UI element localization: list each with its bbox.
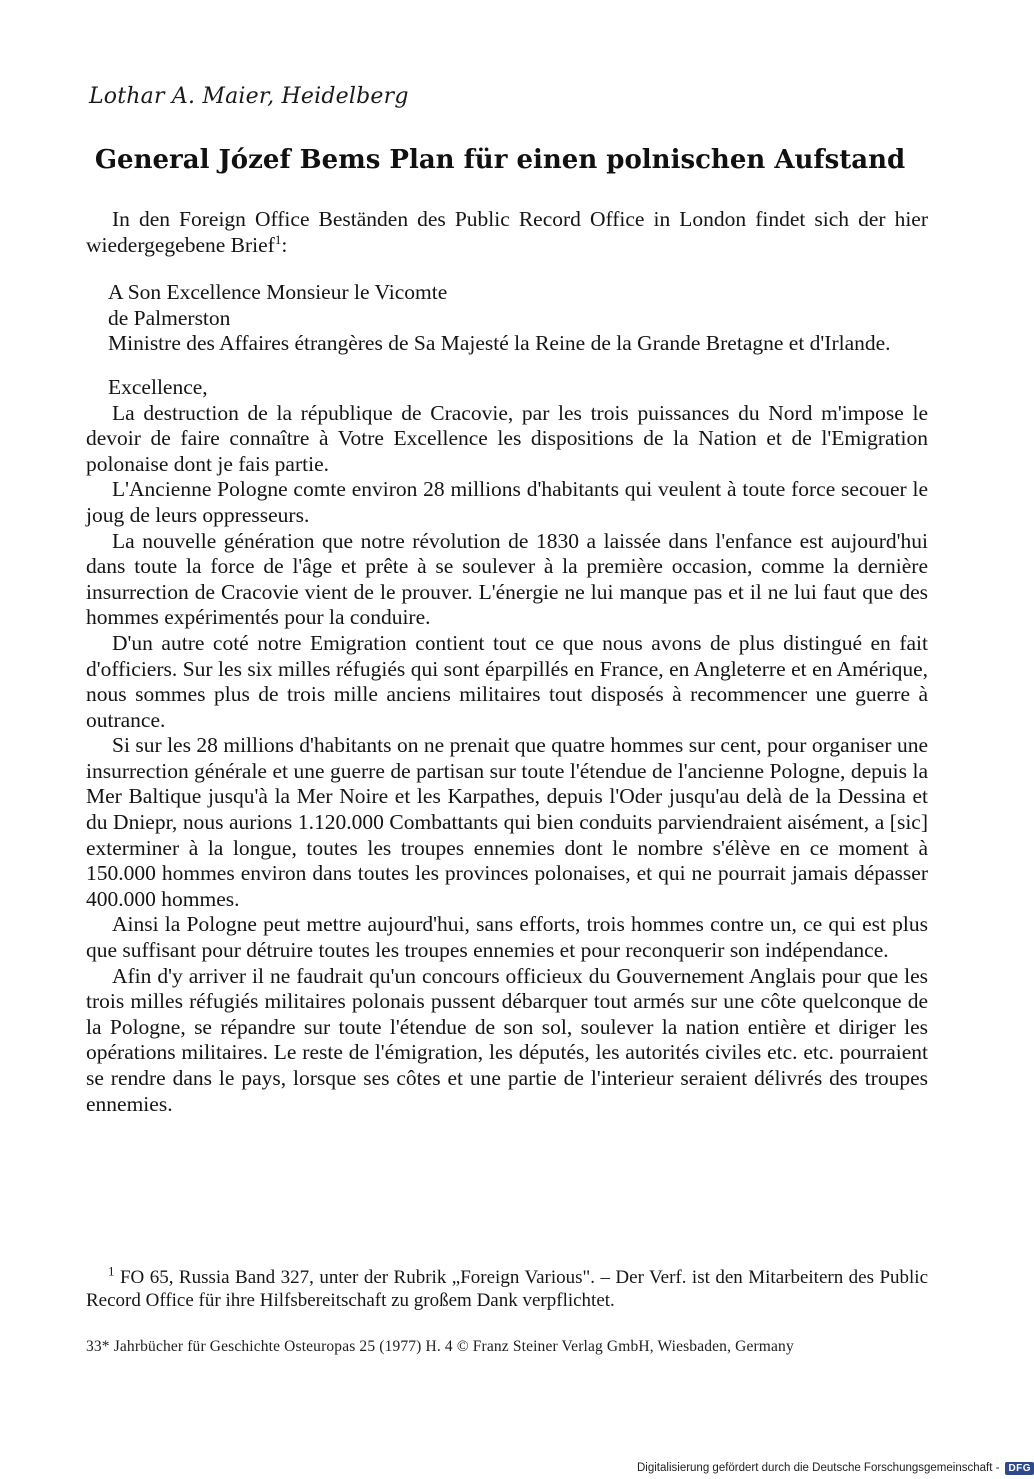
author-line: Lothar A. Maier, Heidelberg <box>89 84 409 109</box>
letter-paragraph: La nouvelle génération que notre révolution de 1830 a laissée dans l'enfance est aujourd'hui dans toute la force de l'âge et prête à se soulever à la première occasion, comme la dernière insurrection de Cracovie vient de le prouver. L'énergie ne lui manque pas et il ne lui faut que des hommes expérimentés pour la conduire. <box>86 528 928 630</box>
article-body <box>86 207 928 1117</box>
letter-paragraph: Ainsi la Pologne peut mettre aujourd'hui, sans efforts, trois hommes contre un, ce qui est plus que suffisant pour détruire toutes les troupes ennemies et pour reconquerir son indépendance. <box>86 912 928 963</box>
dfg-logo: DFG <box>1005 1462 1034 1475</box>
footnote-marker: 1 <box>108 1263 115 1279</box>
letter-paragraph: D'un autre coté notre Emigration contient tout ce que nous avons de plus distingué en fait d'officiers. Sur les six milles réfugiés qui sont éparpillés en France, en Angleterre et en Amérique, nous sommes plus de trois mille anciens militaires tout disposés à recommencer une guerre à outrance. <box>86 630 928 732</box>
footnote-text: FO 65, Russia Band 327, unter der Rubrik „Foreign Various". – Der Verf. ist den Mitarbeitern des Public Record Office für ihre Hilfsbereitschaft zu großem Dank verpflichtet. <box>86 1267 929 1311</box>
letter-paragraph: Si sur les 28 millions d'habitants on ne prenait que quatre hommes sur cent, pour organiser une insurrection générale et une guerre de partisan sur toute l'étendue de l'ancienne Pologne, depuis la Mer Baltique jusqu'à la Mer Noire et les Karpathes, depuis l'Oder jusqu'au delà de la Dessina et du Dniepr, nous aurions 1.120.000 Combattants qui bien conduits parviendraient aisément, a [sic] exterminer à la longue, toutes les troupes ennemies dont le nombre s'élève en ce moment à 150.000 hommes environ dans toutes les provinces polonaises, et qui ne pourrait jamais dépasser 400.000 hommes. <box>86 733 928 911</box>
letter-paragraph: L'Ancienne Pologne comte environ 28 millions d'habitants qui veulent à toute force secouer le joug de leurs oppresseurs. <box>86 477 928 527</box>
letter-paragraph: Afin d'y arriver il ne faudrait qu'un concours officieux du Gouvernement Anglais pour que les trois milles réfugiés militaires polonais pussent débarquer tout armés sur une côte quelconque de la Pologne, se répandre sur toute l'étendue de son sol, soulever la nation entière et diriger les opérations militaires. Le reste de l'émigration, les députés, les autorités civiles etc. etc. pourraient se rendre dans le pays, lorsque ses côtes et une partie de l'interieur seraient délivrés des troupes ennemies. <box>86 963 928 1116</box>
address-line: Ministre des Affaires étrangères de Sa Majesté la Reine de la Grande Bretagne et d'Irlande. <box>108 331 891 356</box>
article-title: General Józef Bems Plan für einen polnischen Aufstand <box>94 145 906 175</box>
footnote <box>86 1263 929 1312</box>
intro-paragraph <box>86 207 928 258</box>
address-line: de Palmerston <box>108 305 231 330</box>
digitization-notice <box>637 1458 1034 1478</box>
digitization-text: Digitalisierung gefördert durch die Deutsche Forschungsgemeinschaft - <box>637 1462 1000 1474</box>
intro-text: In den Foreign Office Beständen des Public Record Office in London findet sich der hier wiedergegebene Brief <box>86 207 928 257</box>
journal-citation: 33* Jahrbücher für Geschichte Osteuropas 25 (1977) H. 4 © Franz Steiner Verlag GmbH, Wiesbaden, Germany <box>86 1338 794 1355</box>
address-line: A Son Excellence Monsieur le Vicomte <box>108 280 448 305</box>
letter-paragraph: La destruction de la république de Cracovie, par les trois puissances du Nord m'impose le devoir de faire connaître à Votre Excellence les dispositions de la Nation et de l'Emigration polonaise dont je fais partie. <box>86 400 928 476</box>
footnote-ref: 1 <box>274 231 282 247</box>
salutation: Excellence, <box>108 374 208 399</box>
address-block <box>86 280 928 357</box>
intro-suffix: : <box>281 232 288 257</box>
